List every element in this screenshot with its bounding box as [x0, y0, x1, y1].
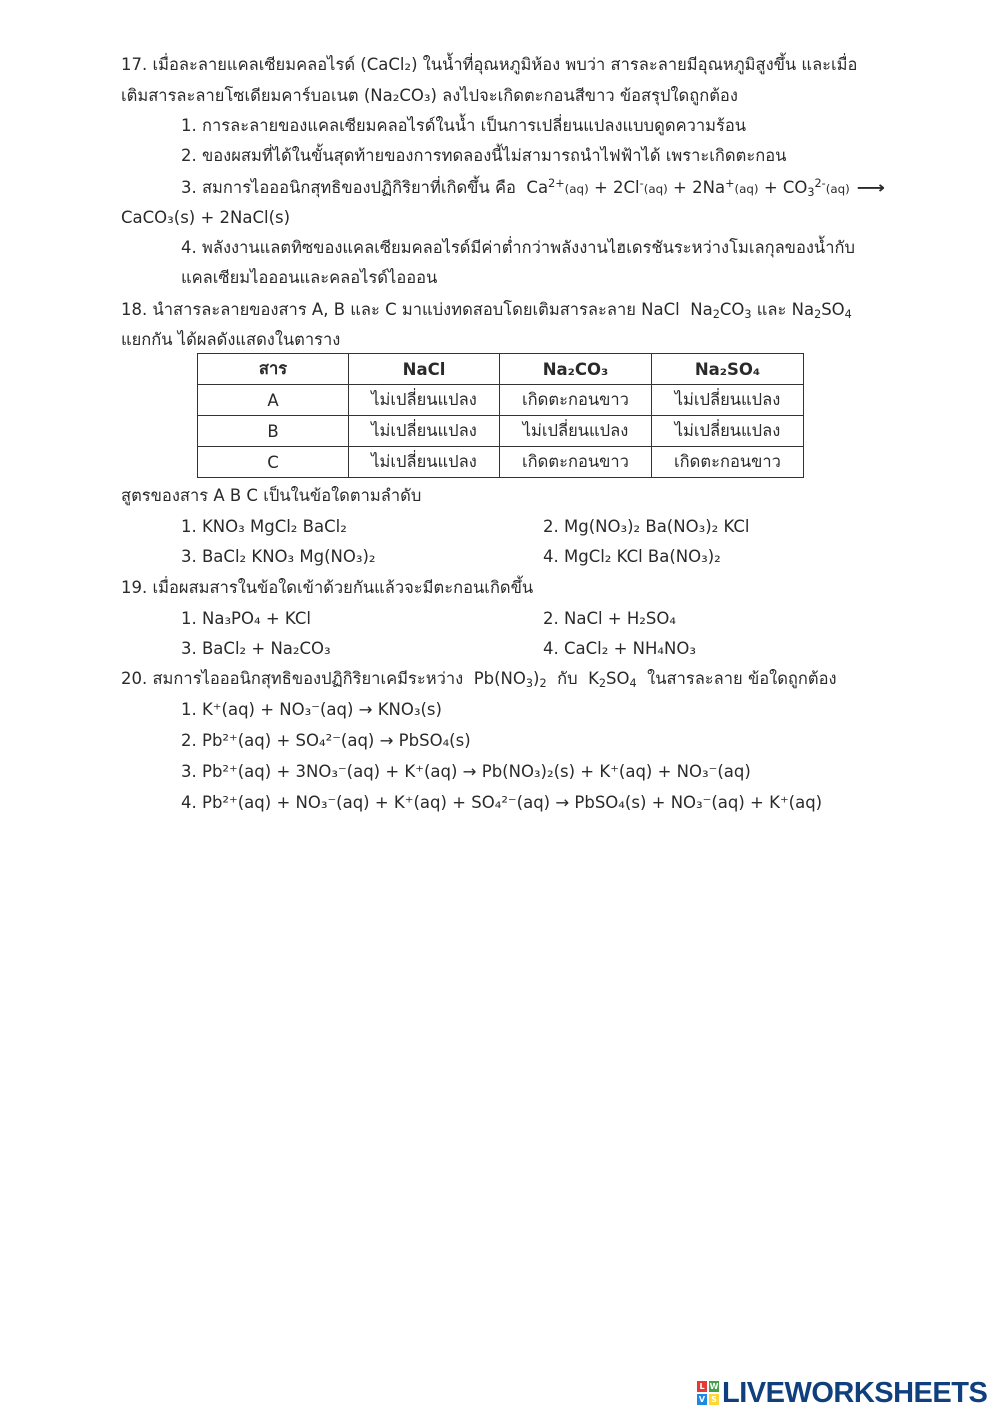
logo-text: LIVEWORKSHEETS [722, 1376, 988, 1409]
table-header-cell: สาร [198, 354, 349, 385]
table-row [198, 447, 804, 478]
q18-option-4: 4. MgCl₂ KCl Ba(NO₃)₂ [543, 547, 721, 566]
table-header-cell: NaCl [349, 354, 500, 385]
q19-option-1: 1. Na₃PO₄ + KCl [181, 609, 311, 628]
logo-blocks-icon [697, 1381, 719, 1405]
table-cell: ไม่เปลี่ยนแปลง [349, 447, 500, 478]
q18-option-3: 3. BaCl₂ KNO₃ Mg(NO₃)₂ [181, 547, 376, 566]
logo-block: S [709, 1394, 719, 1405]
q18-stem-line1 [121, 298, 852, 322]
q19-option-3: 3. BaCl₂ + Na₂CO₃ [181, 639, 331, 658]
q20-reactant-1: $Pb(NO_3)_2$ [468, 669, 547, 690]
q20-stem-mid: กับ [557, 669, 578, 688]
logo-block: V [698, 1395, 706, 1404]
table-header-row [198, 354, 804, 385]
q17-stem-line2: เติมสารละลายโซเดียมคาร์บอเนต (Na₂CO₃) ลงไปจะเกิดตะกอนสีขาว ข้อสรุปใดถูกต้อง [121, 86, 738, 105]
table-cell: ไม่เปลี่ยนแปลง [652, 416, 804, 447]
table-header-cell: Na₂SO₄ [652, 354, 804, 385]
q19-option-4: 4. CaCl₂ + NH₄NO₃ [543, 639, 696, 658]
results-table [197, 353, 804, 478]
q17-option-4-line2: แคลเซียมไอออนและคลอไรด์ไอออน [181, 268, 438, 287]
q17-option-2: 2. ของผสมที่ได้ในขั้นสุดท้ายของการทดลองนี้ไม่สามารถนำไฟฟ้าได้ เพราะเกิดตะกอน [181, 146, 787, 165]
q18-stem-prefix: 18. นำสารละลายของสาร A, B และ C มาแบ่งทดสอบโดยเติมสารละลาย NaCl [121, 300, 680, 319]
table-cell: ไม่เปลี่ยนแปลง [652, 385, 804, 416]
table-row [198, 416, 804, 447]
q20-option-4: 4. Pb²⁺(aq) + NO₃⁻(aq) + K⁺(aq) + SO₄²⁻(aq) → PbSO₄(s) + NO₃⁻(aq) + K⁺(aq) [181, 793, 823, 812]
table-cell: A [198, 385, 349, 416]
q20-stem-prefix: 20. สมการไอออนิกสุทธิของปฏิกิริยาเคมีระหว่าง [121, 669, 464, 688]
q17-option-3-equation: $Ca^{2+}(aq) + 2Cl^-(aq) + 2Na^+(aq) + CO_3^{2-}(aq)$ ⟶ [521, 176, 886, 199]
q17-stem-line1-text: 17. เมื่อละลายแคลเซียมคลอไรด์ (CaCl₂) ในน้ำที่อุณหภูมิห้อง พบว่า สารละลายมีอุณหภูมิสูงขึ้น และเมื่อ [121, 55, 858, 74]
q20-reactant-2: $K_2SO_4$ [582, 669, 637, 690]
q17-option-3-line2: CaCO₃(s) + 2NaCl(s) [121, 208, 291, 227]
table-cell: ไม่เปลี่ยนแปลง [500, 416, 652, 447]
table-cell: เกิดตะกอนขาว [500, 447, 652, 478]
q20-stem-suffix: ในสารละลาย ข้อใดถูกต้อง [647, 669, 837, 688]
q20-option-1: 1. K⁺(aq) + NO₃⁻(aq) → KNO₃(s) [181, 700, 442, 719]
q17-option-3-prefix: 3. สมการไอออนิกสุทธิของปฏิกิริยาที่เกิดขึ้น คือ [181, 178, 516, 197]
table-cell: ไม่เปลี่ยนแปลง [349, 385, 500, 416]
right-arrow-icon: ⟶ [856, 178, 886, 197]
logo-block: L [697, 1381, 707, 1392]
liveworksheets-logo[interactable] [697, 1376, 997, 1410]
q17-stem-line1 [121, 53, 857, 77]
logo-block: W [709, 1382, 719, 1391]
q19-stem: 19. เมื่อผสมสารในข้อใดเข้าด้วยกันแล้วจะมีตะกอนเกิดขึ้น [121, 578, 534, 597]
table-cell: B [198, 416, 349, 447]
q20-stem [121, 667, 837, 691]
q18-stem-line2: แยกกัน ได้ผลดังแสดงในตาราง [121, 330, 341, 349]
q20-option-3: 3. Pb²⁺(aq) + 3NO₃⁻(aq) + K⁺(aq) → Pb(NO₃)₂(s) + K⁺(aq) + NO₃⁻(aq) [181, 762, 751, 781]
q18-after-table: สูตรของสาร A B C เป็นในข้อใดตามลำดับ [121, 486, 422, 505]
table-cell: เกิดตะกอนขาว [500, 385, 652, 416]
q20-option-2: 2. Pb²⁺(aq) + SO₄²⁻(aq) → PbSO₄(s) [181, 731, 471, 750]
q17-option-1: 1. การละลายของแคลเซียมคลอไรด์ในน้ำ เป็นการเปลี่ยนแปลงแบบดูดความร้อน [181, 116, 747, 135]
table-cell: ไม่เปลี่ยนแปลง [349, 416, 500, 447]
table-row [198, 385, 804, 416]
table-cell: C [198, 447, 349, 478]
q18-option-1: 1. KNO₃ MgCl₂ BaCl₂ [181, 517, 347, 536]
table-cell: เกิดตะกอนขาว [652, 447, 804, 478]
q17-option-3 [181, 176, 887, 201]
q17-option-4-line1: 4. พลังงานแลตทิซของแคลเซียมคลอไรด์มีค่าต่ำกว่าพลังงานไฮเดรชันระหว่างโมเลกุลของน้ำกับ [181, 238, 855, 257]
q18-option-2: 2. Mg(NO₃)₂ Ba(NO₃)₂ KCl [543, 517, 750, 536]
table-header-cell: Na₂CO₃ [500, 354, 652, 385]
q19-option-2: 2. NaCl + H₂SO₄ [543, 609, 676, 628]
q18-stem-formulas: $Na_2CO_3$ และ $Na_2SO_4$ [685, 300, 852, 321]
